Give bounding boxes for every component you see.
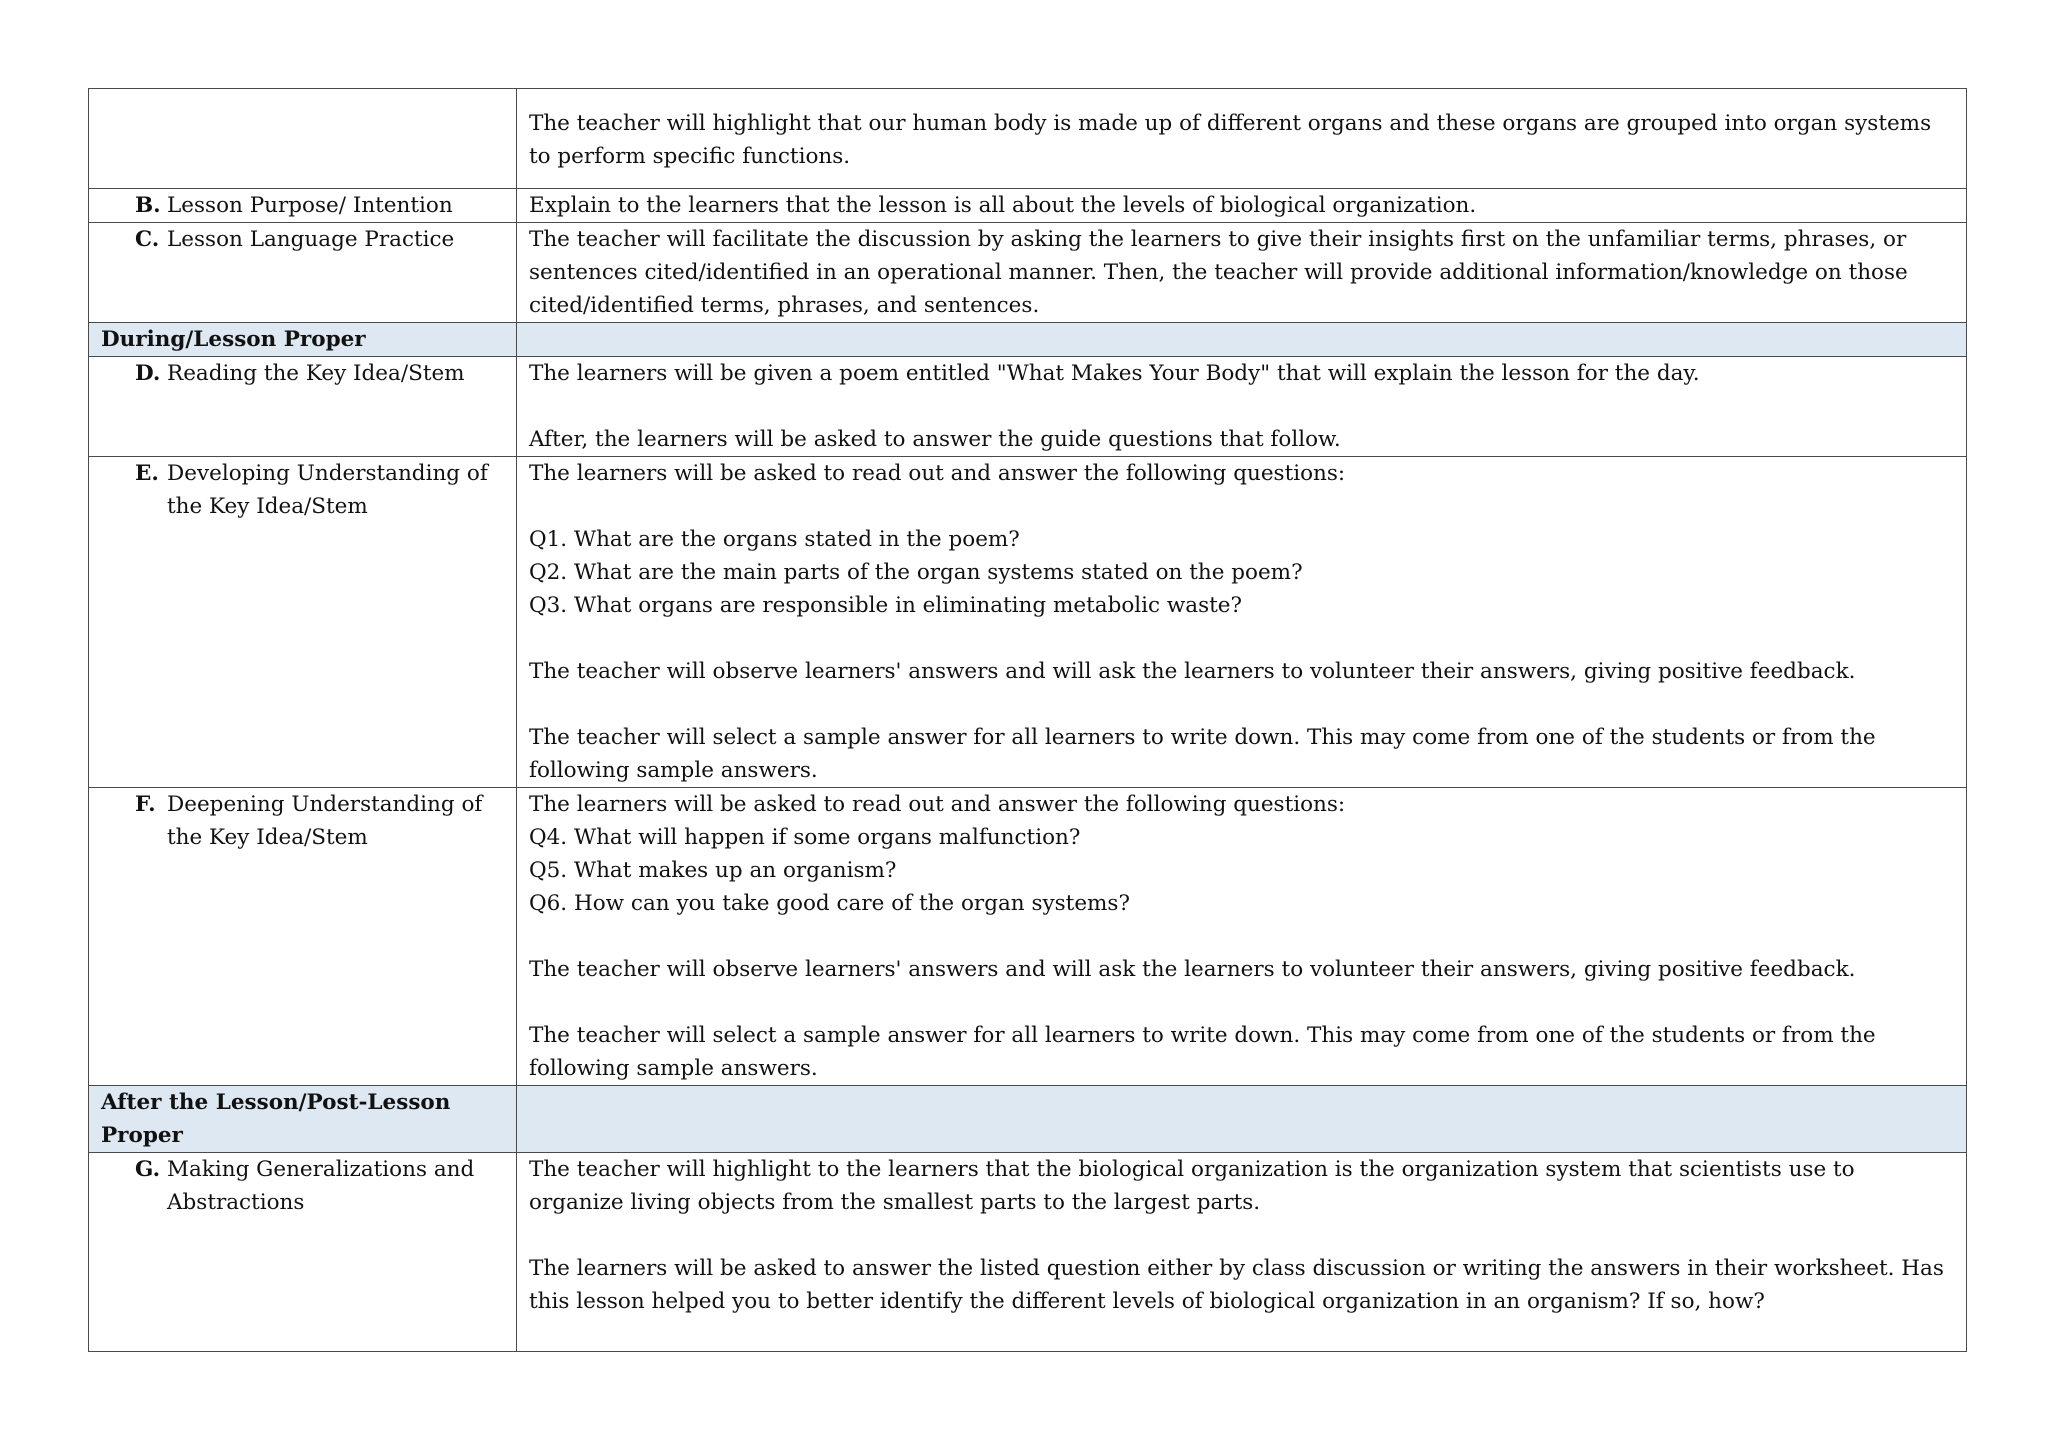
question-item: Q3. What organs are responsible in eliminating metabolic waste? bbox=[529, 593, 1243, 618]
table-row bbox=[89, 89, 1967, 189]
table-row bbox=[89, 1153, 1967, 1352]
lesson-plan-table bbox=[88, 88, 1967, 1352]
row-label-cell bbox=[89, 788, 517, 1086]
paragraph: The learners will be asked to read out and answer the following questions: bbox=[529, 461, 1346, 486]
row-content-cell bbox=[517, 89, 1967, 189]
item-letter: G. bbox=[135, 1157, 161, 1182]
table-row bbox=[89, 457, 1967, 788]
section-header: After the Lesson/Post-Lesson Proper bbox=[89, 1086, 517, 1153]
row-content-cell bbox=[517, 457, 1967, 788]
paragraph: The teacher will highlight that our human body is made up of different organs and these organs are grouped into organ systems to perform specific functions. bbox=[529, 111, 1938, 169]
row-content-cell bbox=[517, 357, 1967, 457]
paragraph: The teacher will observe learners' answers and will ask the learners to volunteer their answers, giving positive feedback. bbox=[529, 957, 1856, 982]
table-row bbox=[89, 357, 1967, 457]
paragraph: The teacher will select a sample answer for all learners to write down. This may come from one of the students or from the following sample answers. bbox=[529, 725, 1883, 783]
row-content-cell bbox=[517, 1153, 1967, 1352]
section-header-blank bbox=[517, 323, 1967, 357]
question-item: Q2. What are the main parts of the organ systems stated on the poem? bbox=[529, 560, 1303, 585]
row-content-cell bbox=[517, 788, 1967, 1086]
paragraph: The teacher will highlight to the learners that the biological organization is the organization system that scientists use to organize living objects from the smallest parts to the largest parts. bbox=[529, 1157, 1862, 1215]
item-letter: C. bbox=[135, 227, 160, 252]
paragraph: The teacher will observe learners' answers and will ask the learners to volunteer their answers, giving positive feedback. bbox=[529, 659, 1856, 684]
question-item: Q4. What will happen if some organs malfunction? bbox=[529, 825, 1081, 850]
question-item: Q6. How can you take good care of the organ systems? bbox=[529, 891, 1130, 916]
question-item: Q1. What are the organs stated in the poem? bbox=[529, 527, 1020, 552]
section-header-row bbox=[89, 323, 1967, 357]
item-label: Lesson Language Practice bbox=[167, 227, 455, 252]
item-letter: B. bbox=[135, 193, 161, 218]
paragraph: The learners will be asked to answer the listed question either by class discussion or writing the answers in their worksheet. Has this lesson helped you to better identify the different levels of biological organization in an organism? If so, how? bbox=[529, 1256, 1951, 1314]
table-row bbox=[89, 788, 1967, 1086]
paragraph: The learners will be asked to read out and answer the following questions: bbox=[529, 792, 1346, 817]
row-label-cell bbox=[89, 189, 517, 223]
section-header-row bbox=[89, 1086, 1967, 1153]
row-label-cell bbox=[89, 457, 517, 788]
section-header: During/Lesson Proper bbox=[89, 323, 517, 357]
row-content-cell bbox=[517, 223, 1967, 323]
paragraph: The teacher will facilitate the discussion by asking the learners to give their insights first on the unfamiliar terms, phrases, or sentences cited/identified in an operational manner. Then, the teacher will provide additional information/knowledge on those cited/identified terms, phrases, and sentences. bbox=[529, 227, 1915, 318]
item-label: Lesson Purpose/ Intention bbox=[167, 193, 453, 218]
row-label-cell bbox=[89, 223, 517, 323]
paragraph: The learners will be given a poem entitled "What Makes Your Body" that will explain the lesson for the day. bbox=[529, 361, 1700, 386]
row-label-cell bbox=[89, 1153, 517, 1352]
table-row bbox=[89, 223, 1967, 323]
paragraph: After, the learners will be asked to answer the guide questions that follow. bbox=[529, 427, 1341, 452]
table-row bbox=[89, 189, 1967, 223]
item-label: Making Generalizations and Abstractions bbox=[167, 1157, 475, 1215]
paragraph: Explain to the learners that the lesson is all about the levels of biological organization. bbox=[529, 193, 1477, 218]
item-letter: E. bbox=[135, 461, 159, 486]
question-item: Q5. What makes up an organism? bbox=[529, 858, 897, 883]
row-label-cell bbox=[89, 89, 517, 189]
paragraph: The teacher will select a sample answer for all learners to write down. This may come from one of the students or from the following sample answers. bbox=[529, 1023, 1883, 1081]
item-letter: D. bbox=[135, 361, 161, 386]
section-header-blank bbox=[517, 1086, 1967, 1153]
item-label: Developing Understanding of the Key Idea/Stem bbox=[167, 461, 488, 519]
item-label: Deepening Understanding of the Key Idea/Stem bbox=[167, 792, 483, 850]
item-label: Reading the Key Idea/Stem bbox=[167, 361, 465, 386]
item-letter: F. bbox=[135, 792, 156, 817]
row-label-cell bbox=[89, 357, 517, 457]
row-content-cell bbox=[517, 189, 1967, 223]
